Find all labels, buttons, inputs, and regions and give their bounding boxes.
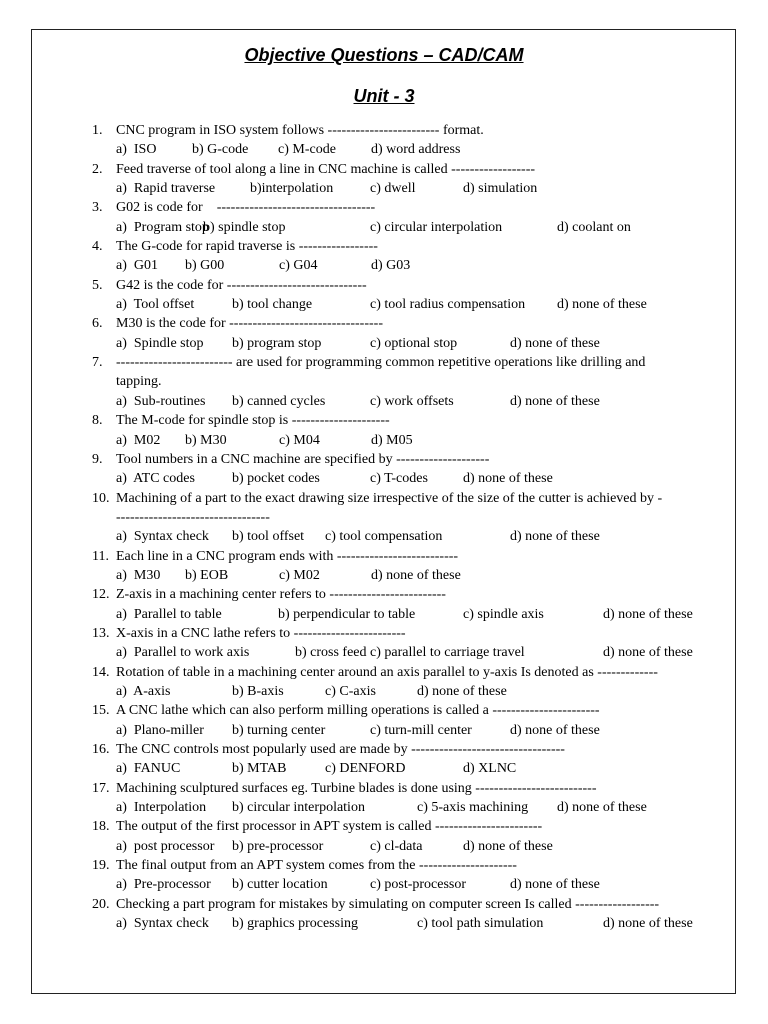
question-text: Tool numbers in a CNC machine are specified by --------------------: [116, 451, 490, 467]
option-b: b) M30: [185, 432, 227, 448]
option-d: d) none of these: [510, 722, 600, 738]
option-d: d) none of these: [510, 529, 600, 545]
option-a: a) G01: [116, 258, 158, 274]
question-line: [0, 740, 768, 759]
option-b: b) pre-processor: [232, 838, 324, 854]
option-b: b) cutter location: [232, 877, 328, 893]
option-c: c) G04: [279, 258, 318, 274]
option-b: b) spindle stop: [203, 219, 286, 235]
question-line: [0, 489, 768, 508]
option-b: b) EOB: [185, 567, 229, 583]
options-row: [0, 875, 768, 894]
option-b: b)interpolation: [250, 181, 334, 197]
question-text: The final output from an APT system comes from the ---------------------: [116, 858, 517, 874]
question-continuation: [0, 372, 768, 391]
options-row: [0, 256, 768, 275]
question-line: [0, 624, 768, 643]
option-d: d) none of these: [463, 471, 553, 487]
option-d: d) none of these: [510, 335, 600, 351]
question-text: ------------------------- are used for programming common repetitive operations like drilling and: [116, 355, 646, 371]
option-a: a) Syntax check: [116, 529, 209, 545]
question-text: X-axis in a CNC lathe refers to ------------------------: [116, 625, 406, 641]
option-b: b) cross feed: [295, 645, 367, 661]
question-text: Z-axis in a machining center refers to -------------------------: [116, 587, 446, 603]
document-title: Objective Questions – CAD/CAM: [244, 45, 524, 65]
option-d: d) none of these: [603, 645, 693, 661]
option-a: a) Parallel to work axis: [116, 645, 250, 661]
option-b: b) G-code: [192, 142, 249, 158]
option-c: c) tool compensation: [325, 529, 443, 545]
options-row: [0, 914, 768, 933]
option-d: d) none of these: [603, 916, 693, 932]
question-line: [0, 160, 768, 179]
question-number: 5.: [92, 277, 103, 293]
option-d: d) M05: [371, 432, 413, 448]
options-row: [0, 721, 768, 740]
option-d: d) none of these: [557, 297, 647, 313]
option-c: c) DENFORD: [325, 761, 406, 777]
question-number: 18.: [92, 819, 110, 835]
question-continuation: [0, 508, 768, 527]
option-c: c) optional stop: [370, 335, 458, 351]
option-a: a) Parallel to table: [116, 606, 222, 622]
question-line: [0, 547, 768, 566]
question-number: 17.: [92, 780, 110, 796]
options-row: [0, 605, 768, 624]
option-d: d) none of these: [371, 567, 461, 583]
option-b: b) tool change: [232, 297, 313, 313]
question-line: [0, 237, 768, 256]
question-line: [0, 450, 768, 469]
option-a: a) Interpolation: [116, 800, 207, 816]
options-row: [0, 469, 768, 488]
option-b: b) canned cycles: [232, 393, 326, 409]
options-row: [0, 682, 768, 701]
question-number: 16.: [92, 742, 110, 757]
option-a: a) Sub-routines: [116, 393, 206, 409]
question-text: Rotation of table in a machining center around an axis parallel to y-axis Is denoted as -------------: [116, 664, 658, 680]
question-line: [0, 663, 768, 682]
option-c: c) M-code: [278, 142, 336, 158]
option-a: a) M30: [116, 567, 161, 583]
option-c: c) circular interpolation: [370, 219, 503, 235]
option-d: d) G03: [371, 258, 411, 274]
question-text: Machining of a part to the exact drawing size irrespective of the size of the cutter is achieved by -: [116, 490, 663, 506]
options-row: [0, 643, 768, 662]
question-text: A CNC lathe which can also perform milling operations is called a -----------------------: [116, 703, 600, 719]
question-line: [0, 895, 768, 914]
question-line: [0, 198, 768, 217]
option-c: c) turn-mill center: [370, 722, 472, 738]
option-c: c) parallel to carriage travel: [370, 645, 525, 661]
options-row: [0, 566, 768, 585]
options-row: [0, 140, 768, 159]
question-number: 7.: [92, 355, 103, 371]
question-line: [0, 276, 768, 295]
question-text: CNC program in ISO system follows ------------------------ format.: [116, 123, 484, 138]
option-c: c) tool radius compensation: [370, 297, 526, 313]
question-number: 12.: [92, 587, 110, 603]
question-number: 6.: [92, 316, 103, 332]
unit-heading: Unit - 3: [353, 86, 415, 106]
options-row: [0, 527, 768, 546]
options-row: [0, 218, 768, 237]
option-a: a) A-axis: [116, 683, 171, 699]
option-d: d) coolant on: [557, 219, 631, 235]
option-b: b) program stop: [232, 335, 322, 351]
question-number: 9.: [92, 451, 103, 467]
options-row: [0, 295, 768, 314]
question-number: 2.: [92, 161, 103, 177]
option-d: d) word address: [371, 142, 461, 158]
question-text: The output of the first processor in APT system is called -----------------------: [116, 819, 543, 835]
option-c: c) C-axis: [325, 683, 376, 699]
option-d: d) none of these: [510, 393, 600, 409]
question-text: The M-code for spindle stop is ---------------------: [116, 413, 390, 429]
question-line: [0, 314, 768, 333]
question-text: Machining sculptured surfaces eg. Turbine blades is done using --------------------------: [116, 780, 597, 796]
option-a: a) Tool offset: [116, 297, 195, 313]
option-d: d) none of these: [603, 606, 693, 622]
option-b: b) graphics processing: [232, 916, 358, 932]
question-text: Feed traverse of tool along a line in CNC machine is called ------------------: [116, 161, 536, 177]
question-text: G42 is the code for ------------------------------: [116, 277, 367, 293]
option-a: a) Plano-miller: [116, 722, 204, 738]
question-text: The CNC controls most popularly used are made by ---------------------------------: [116, 742, 565, 757]
option-c: c) M04: [279, 432, 320, 448]
option-b: b) turning center: [232, 722, 326, 738]
options-row: [0, 334, 768, 353]
option-a: a) post processor: [116, 838, 215, 854]
question-number: 15.: [92, 703, 110, 719]
question-line: [0, 856, 768, 875]
question-line: [0, 353, 768, 372]
option-d: d) none of these: [557, 800, 647, 816]
question-line: [0, 121, 768, 140]
options-row: [0, 431, 768, 450]
options-row: [0, 837, 768, 856]
option-b: b) circular interpolation: [232, 800, 365, 816]
option-c: c) spindle axis: [463, 606, 544, 622]
question-text: Each line in a CNC program ends with --------------------------: [116, 548, 459, 564]
option-b: b) G00: [185, 258, 225, 274]
option-b: b) tool offset: [232, 529, 305, 545]
question-number: 3.: [92, 200, 103, 216]
option-c: c) work offsets: [370, 393, 454, 409]
question-number: 11.: [92, 548, 109, 564]
option-d: d) none of these: [510, 877, 600, 893]
option-c: c) cl-data: [370, 838, 423, 854]
option-a: a) Program stop: [116, 219, 209, 235]
options-row: [0, 179, 768, 198]
question-line: [0, 701, 768, 720]
option-b: b) MTAB: [232, 761, 287, 777]
option-d: d) XLNC: [463, 761, 517, 777]
question-number: 10.: [92, 490, 110, 506]
question-number: 4.: [92, 239, 103, 255]
question-text: The G-code for rapid traverse is -----------------: [116, 239, 378, 255]
question-number: 20.: [92, 896, 110, 912]
question-text: tapping.: [116, 374, 162, 390]
option-a: a) Syntax check: [116, 916, 209, 932]
question-text: M30 is the code for ---------------------------------: [116, 316, 383, 332]
question-number: 14.: [92, 664, 110, 680]
options-row: [0, 759, 768, 778]
question-text: ---------------------------------: [116, 509, 270, 525]
option-d: d) simulation: [463, 181, 538, 197]
option-a: a) Rapid traverse: [116, 181, 216, 197]
option-a: a) ISO: [116, 142, 157, 158]
option-a: a) FANUC: [116, 761, 181, 777]
option-c: c) T-codes: [370, 471, 428, 487]
option-a: a) Pre-processor: [116, 877, 211, 893]
question-number: 19.: [92, 858, 110, 874]
question-line: [0, 585, 768, 604]
question-number: 1.: [92, 123, 103, 138]
option-c: c) post-processor: [370, 877, 467, 893]
question-text: Checking a part program for mistakes by simulating on computer screen Is called ------------------: [116, 896, 660, 912]
option-c: c) 5-axis machining: [417, 800, 529, 816]
option-b: b) B-axis: [232, 683, 284, 699]
question-number: 8.: [92, 413, 103, 429]
option-c: c) dwell: [370, 181, 416, 197]
option-d: d) none of these: [417, 683, 507, 699]
question-list: [0, 121, 768, 933]
question-line: [0, 411, 768, 430]
option-a: a) M02: [116, 432, 161, 448]
options-row: [0, 392, 768, 411]
option-d: d) none of these: [463, 838, 553, 854]
question-line: [0, 817, 768, 836]
option-a: a) ATC codes: [116, 471, 195, 487]
option-c: c) M02: [279, 567, 320, 583]
question-text: G02 is code for ----------------------------------: [116, 200, 376, 216]
option-b: b) pocket codes: [232, 471, 320, 487]
option-a: a) Spindle stop: [116, 335, 204, 351]
question-number: 13.: [92, 625, 110, 641]
question-line: [0, 779, 768, 798]
option-c: c) tool path simulation: [417, 916, 544, 932]
option-b: b) perpendicular to table: [278, 606, 416, 622]
options-row: [0, 798, 768, 817]
